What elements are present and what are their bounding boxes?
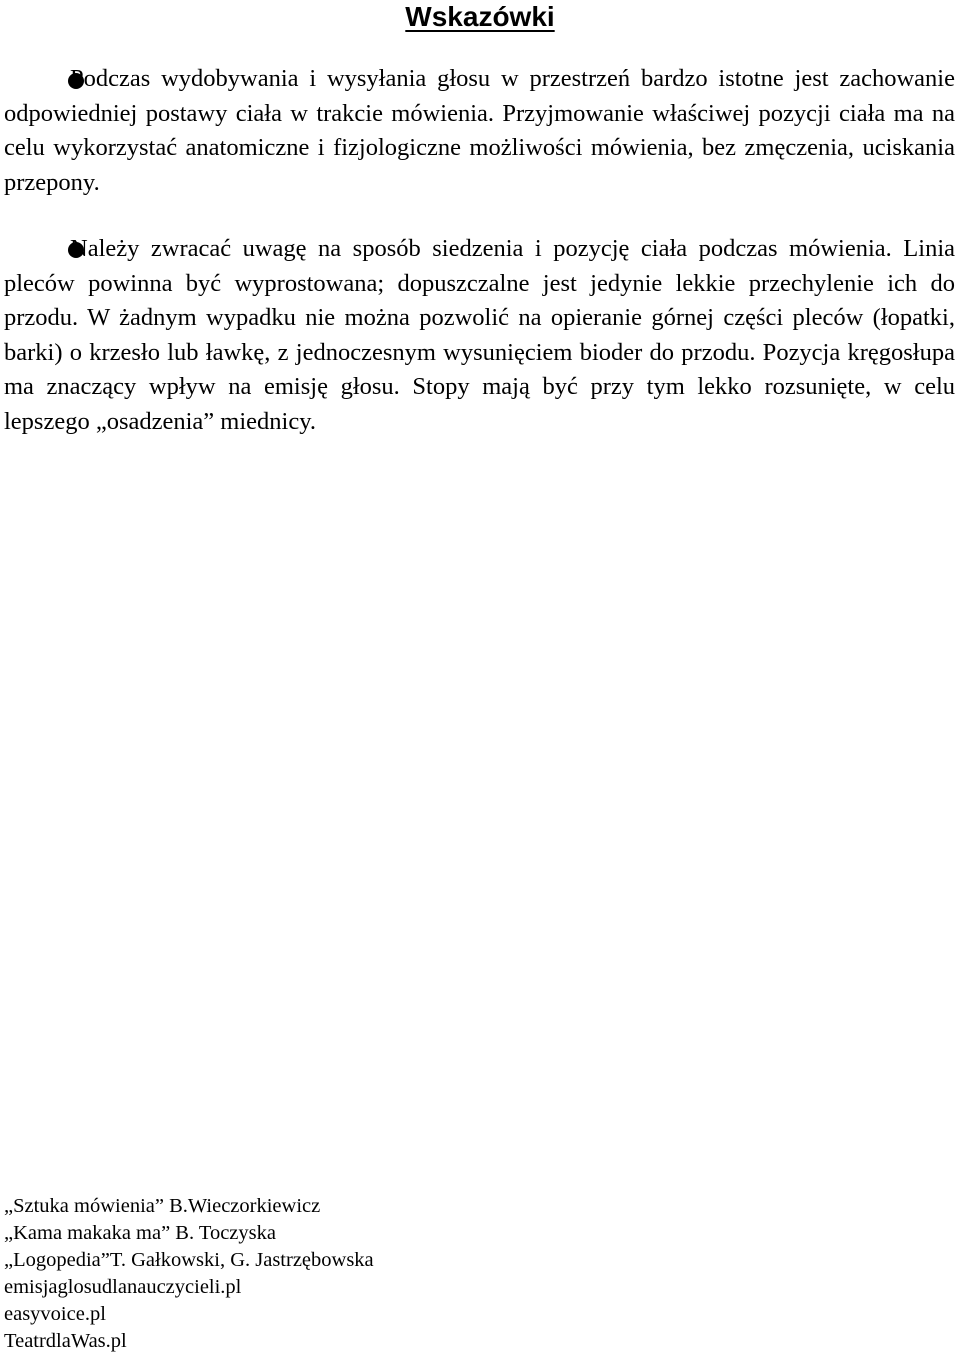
reference-item: „Logopedia”T. Gałkowski, G. Jastrzębowska — [4, 1249, 374, 1271]
reference-item: emisjaglosudlanauczycieli.pl — [4, 1276, 242, 1298]
paragraph-posture: Podczas wydobywania i wysyłania głosu w przestrzeń bardzo istotne jest zachowanie odpowiedniej postawy ciała w trakcie mówienia. Przyjmowanie właściwej pozycji ciała ma na celu wykorzystać anatomiczne i fizjologiczne możliwości mówienia, bez zmęczenia, uciskania przepony. — [4, 65, 955, 196]
reference-item: TeatrdlaWas.pl — [4, 1330, 127, 1352]
references-list — [4, 1193, 374, 1355]
paragraph-sitting: Należy zwracać uwagę na sposób siedzenia i pozycję ciała podczas mówienia. Linia pleców powinna być wyprostowana; dopuszczalne jest jedynie lekkie przechylenie ich do przodu. W żadnym wypadku nie można pozwolić na opieranie górnej części pleców (łopatki, barki) o krzesło lub ławkę, z jednoczesnym wysunięciem bioder do przodu. Pozycja kręgosłupa ma znaczący wpływ na emisję głosu. Stopy mają być przy tym lekko rozsunięte, w celu lepszego „osadzenia” miednicy. — [4, 235, 955, 435]
page-title-text: Wskazówki — [405, 1, 555, 32]
reference-item: „Sztuka mówienia” B.Wieczorkiewicz — [4, 1195, 321, 1217]
reference-item: easyvoice.pl — [4, 1303, 106, 1325]
page-title — [0, 0, 960, 34]
reference-item: „Kama makaka ma” B. Toczyska — [4, 1222, 276, 1244]
